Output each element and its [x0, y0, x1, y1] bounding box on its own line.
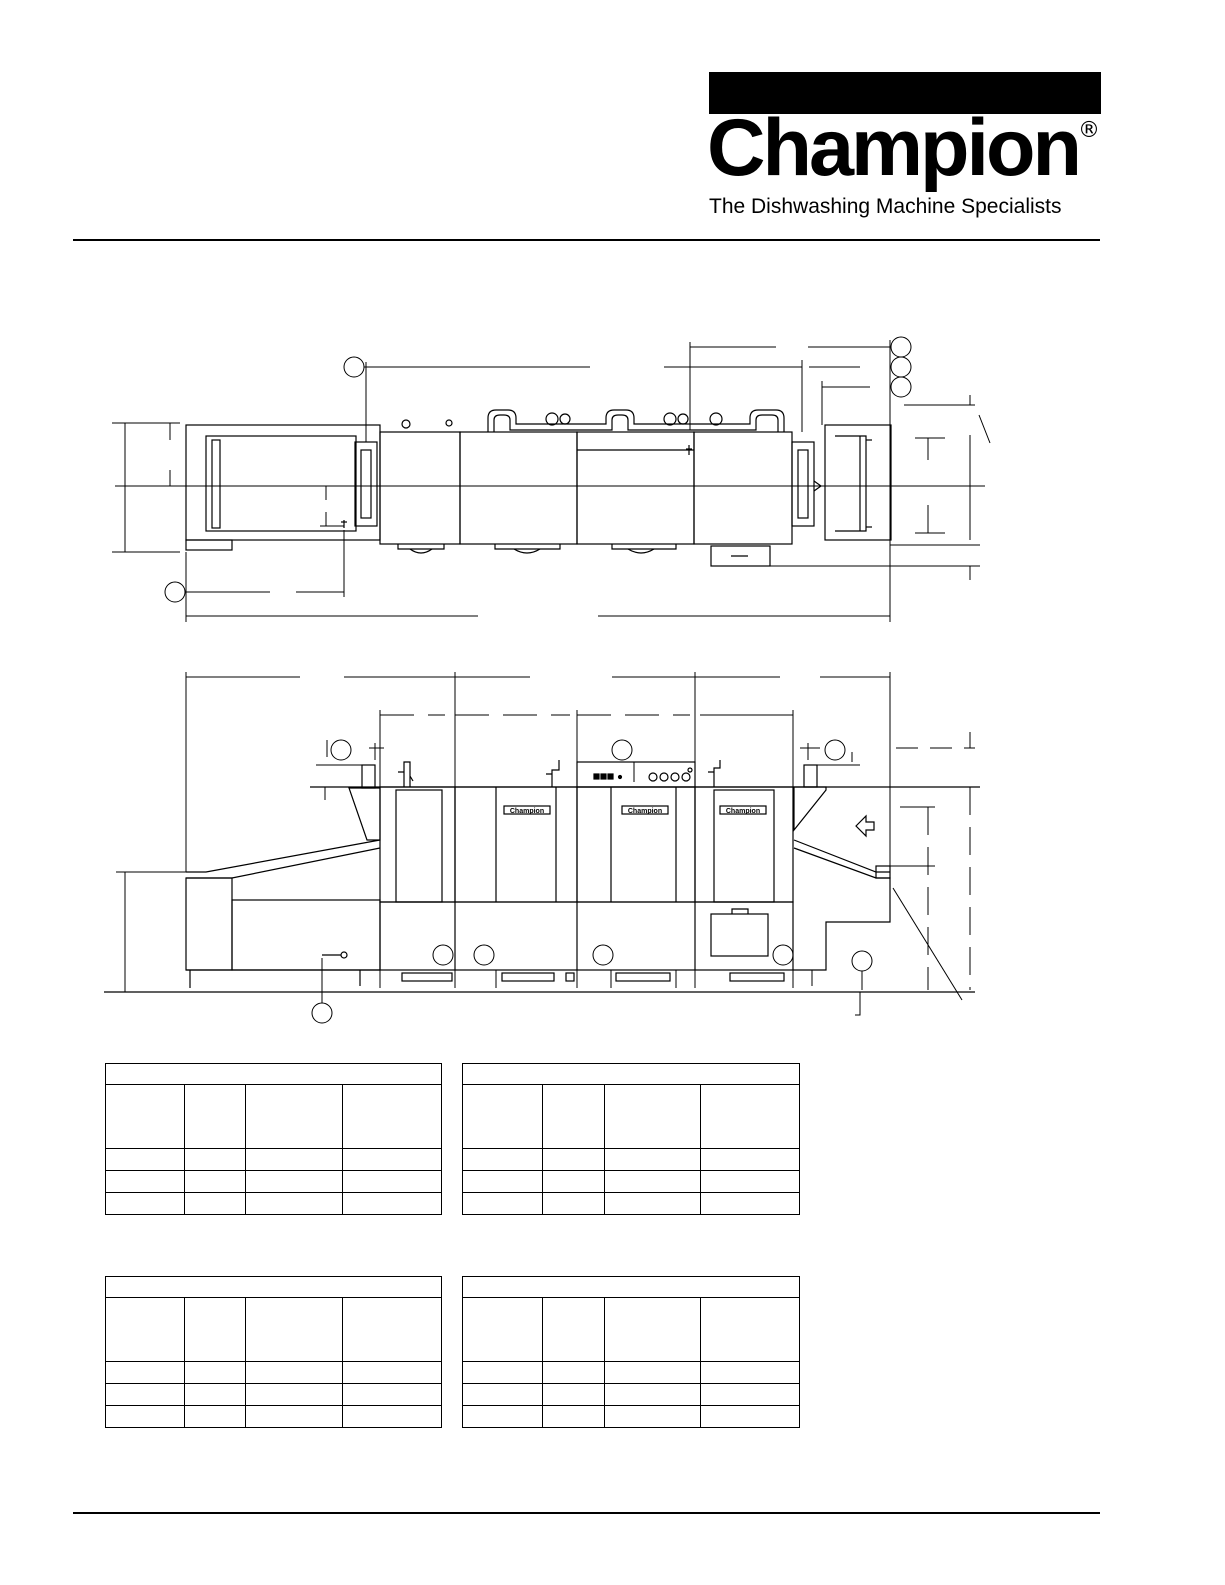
registered-mark: ® — [1078, 118, 1100, 143]
brand-plate-text: Champion — [725, 808, 761, 815]
plan-view — [115, 410, 985, 566]
spec-table — [105, 1063, 442, 1215]
brand-plate-text: Champion — [509, 808, 545, 815]
plan-dimensions — [112, 337, 990, 622]
spec-table — [462, 1063, 800, 1215]
front-elevation — [104, 760, 980, 992]
brand-plate-text: Champion — [627, 808, 663, 815]
spec-table — [462, 1276, 800, 1428]
brand-tagline: The Dishwashing Machine Specialists — [709, 195, 1062, 218]
brand-logo-wordmark: Champion — [707, 103, 1079, 193]
spec-table — [105, 1276, 442, 1428]
